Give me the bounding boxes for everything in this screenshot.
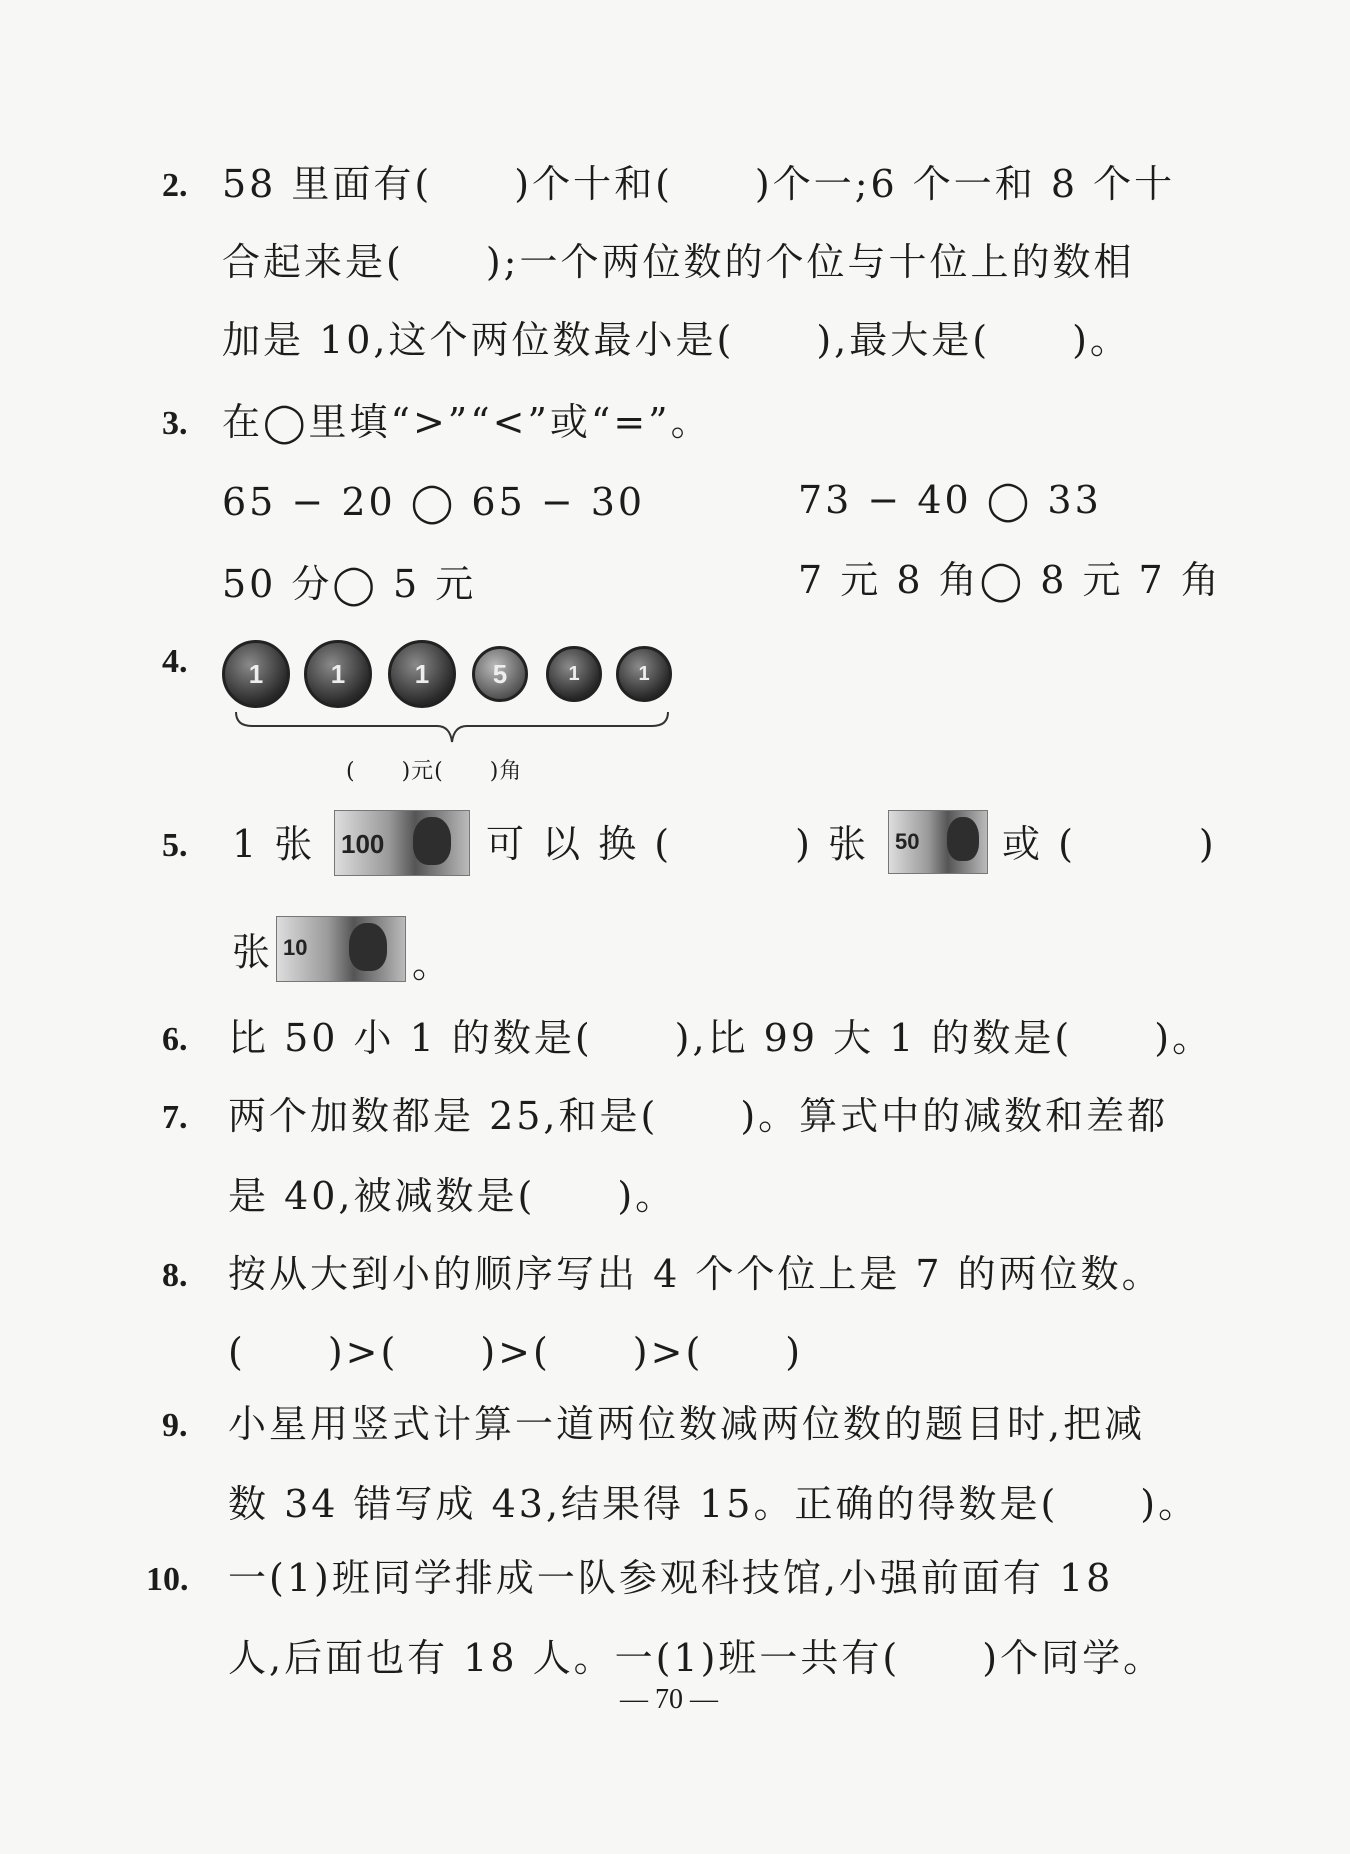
question-5-part-2: 可 以 换 ( ) 张 (486, 822, 869, 866)
question-4-number: 4. (162, 643, 188, 680)
portrait-icon (947, 817, 979, 861)
question-3-item-2: 73 − 40 ◯ 33 (798, 478, 1102, 522)
curly-brace-icon (232, 708, 672, 748)
coin-value: 1 (568, 662, 580, 685)
note-value: 10 (283, 935, 308, 960)
question-2-number: 2. (162, 167, 188, 204)
question-8-line-1: 按从大到小的顺序写出 4 个个位上是 7 的两位数。 (228, 1252, 1163, 1296)
question-9-line-2: 数 34 错写成 43,结果得 15。正确的得数是( )。 (228, 1482, 1200, 1526)
question-9-number: 9. (162, 1407, 188, 1444)
portrait-icon (349, 923, 387, 971)
question-3-number: 3. (162, 405, 188, 442)
question-5-number: 5. (162, 827, 188, 864)
one-jiao-coin (546, 646, 602, 702)
question-10-number: 10. (146, 1561, 189, 1598)
question-8-line-2: ( )>( )>( )>( ) (228, 1330, 804, 1374)
question-3-line-1: 在◯里填“>”“<”或“=”。 (222, 400, 712, 444)
question-9-line-1: 小星用竖式计算一道两位数减两位数的题目时,把减 (228, 1402, 1146, 1446)
page-number: — 70 — (620, 1684, 718, 1715)
question-3-item-3: 50 分◯ 5 元 (222, 562, 477, 606)
question-2-line-2: 合起来是( );一个两位数的个位与十位上的数相 (222, 240, 1135, 284)
question-5-part-5: 。 (412, 942, 454, 986)
question-6-line-1: 比 50 小 1 的数是( ),比 99 大 1 的数是( )。 (228, 1016, 1214, 1060)
question-7-number: 7. (162, 1099, 188, 1136)
question-5-part-3: 或 ( ) (1002, 822, 1217, 866)
question-6-number: 6. (162, 1021, 188, 1058)
question-7-line-2: 是 40,被减数是( )。 (228, 1174, 677, 1218)
one-yuan-coin (304, 640, 372, 708)
question-10-line-2: 人,后面也有 18 人。一(1)班一共有( )个同学。 (228, 1636, 1165, 1680)
note-value: 100 (341, 829, 385, 859)
coin-value: 1 (638, 662, 650, 685)
question-2-line-3: 加是 10,这个两位数最小是( ),最大是( )。 (222, 318, 1131, 362)
coin-value: 1 (414, 658, 430, 689)
coin-value: 1 (330, 658, 346, 689)
one-jiao-coin (616, 646, 672, 702)
question-8-number: 8. (162, 1257, 188, 1294)
question-3-item-4: 7 元 8 角◯ 8 元 7 角 (798, 558, 1222, 602)
question-5-part-1: 1 张 (232, 822, 316, 866)
five-jiao-coin (472, 646, 528, 702)
coin-value: 1 (248, 658, 264, 689)
one-yuan-coin (222, 640, 290, 708)
portrait-icon (413, 817, 451, 865)
coin-value: 5 (492, 658, 508, 689)
question-4-answer: ( )元( )角 (346, 759, 523, 784)
one-yuan-coin (388, 640, 456, 708)
question-5-part-4: 张 (232, 930, 274, 974)
fifty-yuan-note (888, 810, 988, 874)
question-10-line-1: 一(1)班同学排成一队参观科技馆,小强前面有 18 (228, 1556, 1114, 1600)
note-value: 50 (895, 829, 920, 854)
ten-yuan-note (276, 916, 406, 982)
question-7-line-1: 两个加数都是 25,和是( )。算式中的减数和差都 (228, 1094, 1169, 1138)
hundred-yuan-note (334, 810, 470, 876)
question-3-item-1: 65 − 20 ◯ 65 − 30 (222, 480, 646, 524)
question-2-line-1: 58 里面有( )个十和( )个一;6 个一和 8 个十 (222, 162, 1176, 206)
